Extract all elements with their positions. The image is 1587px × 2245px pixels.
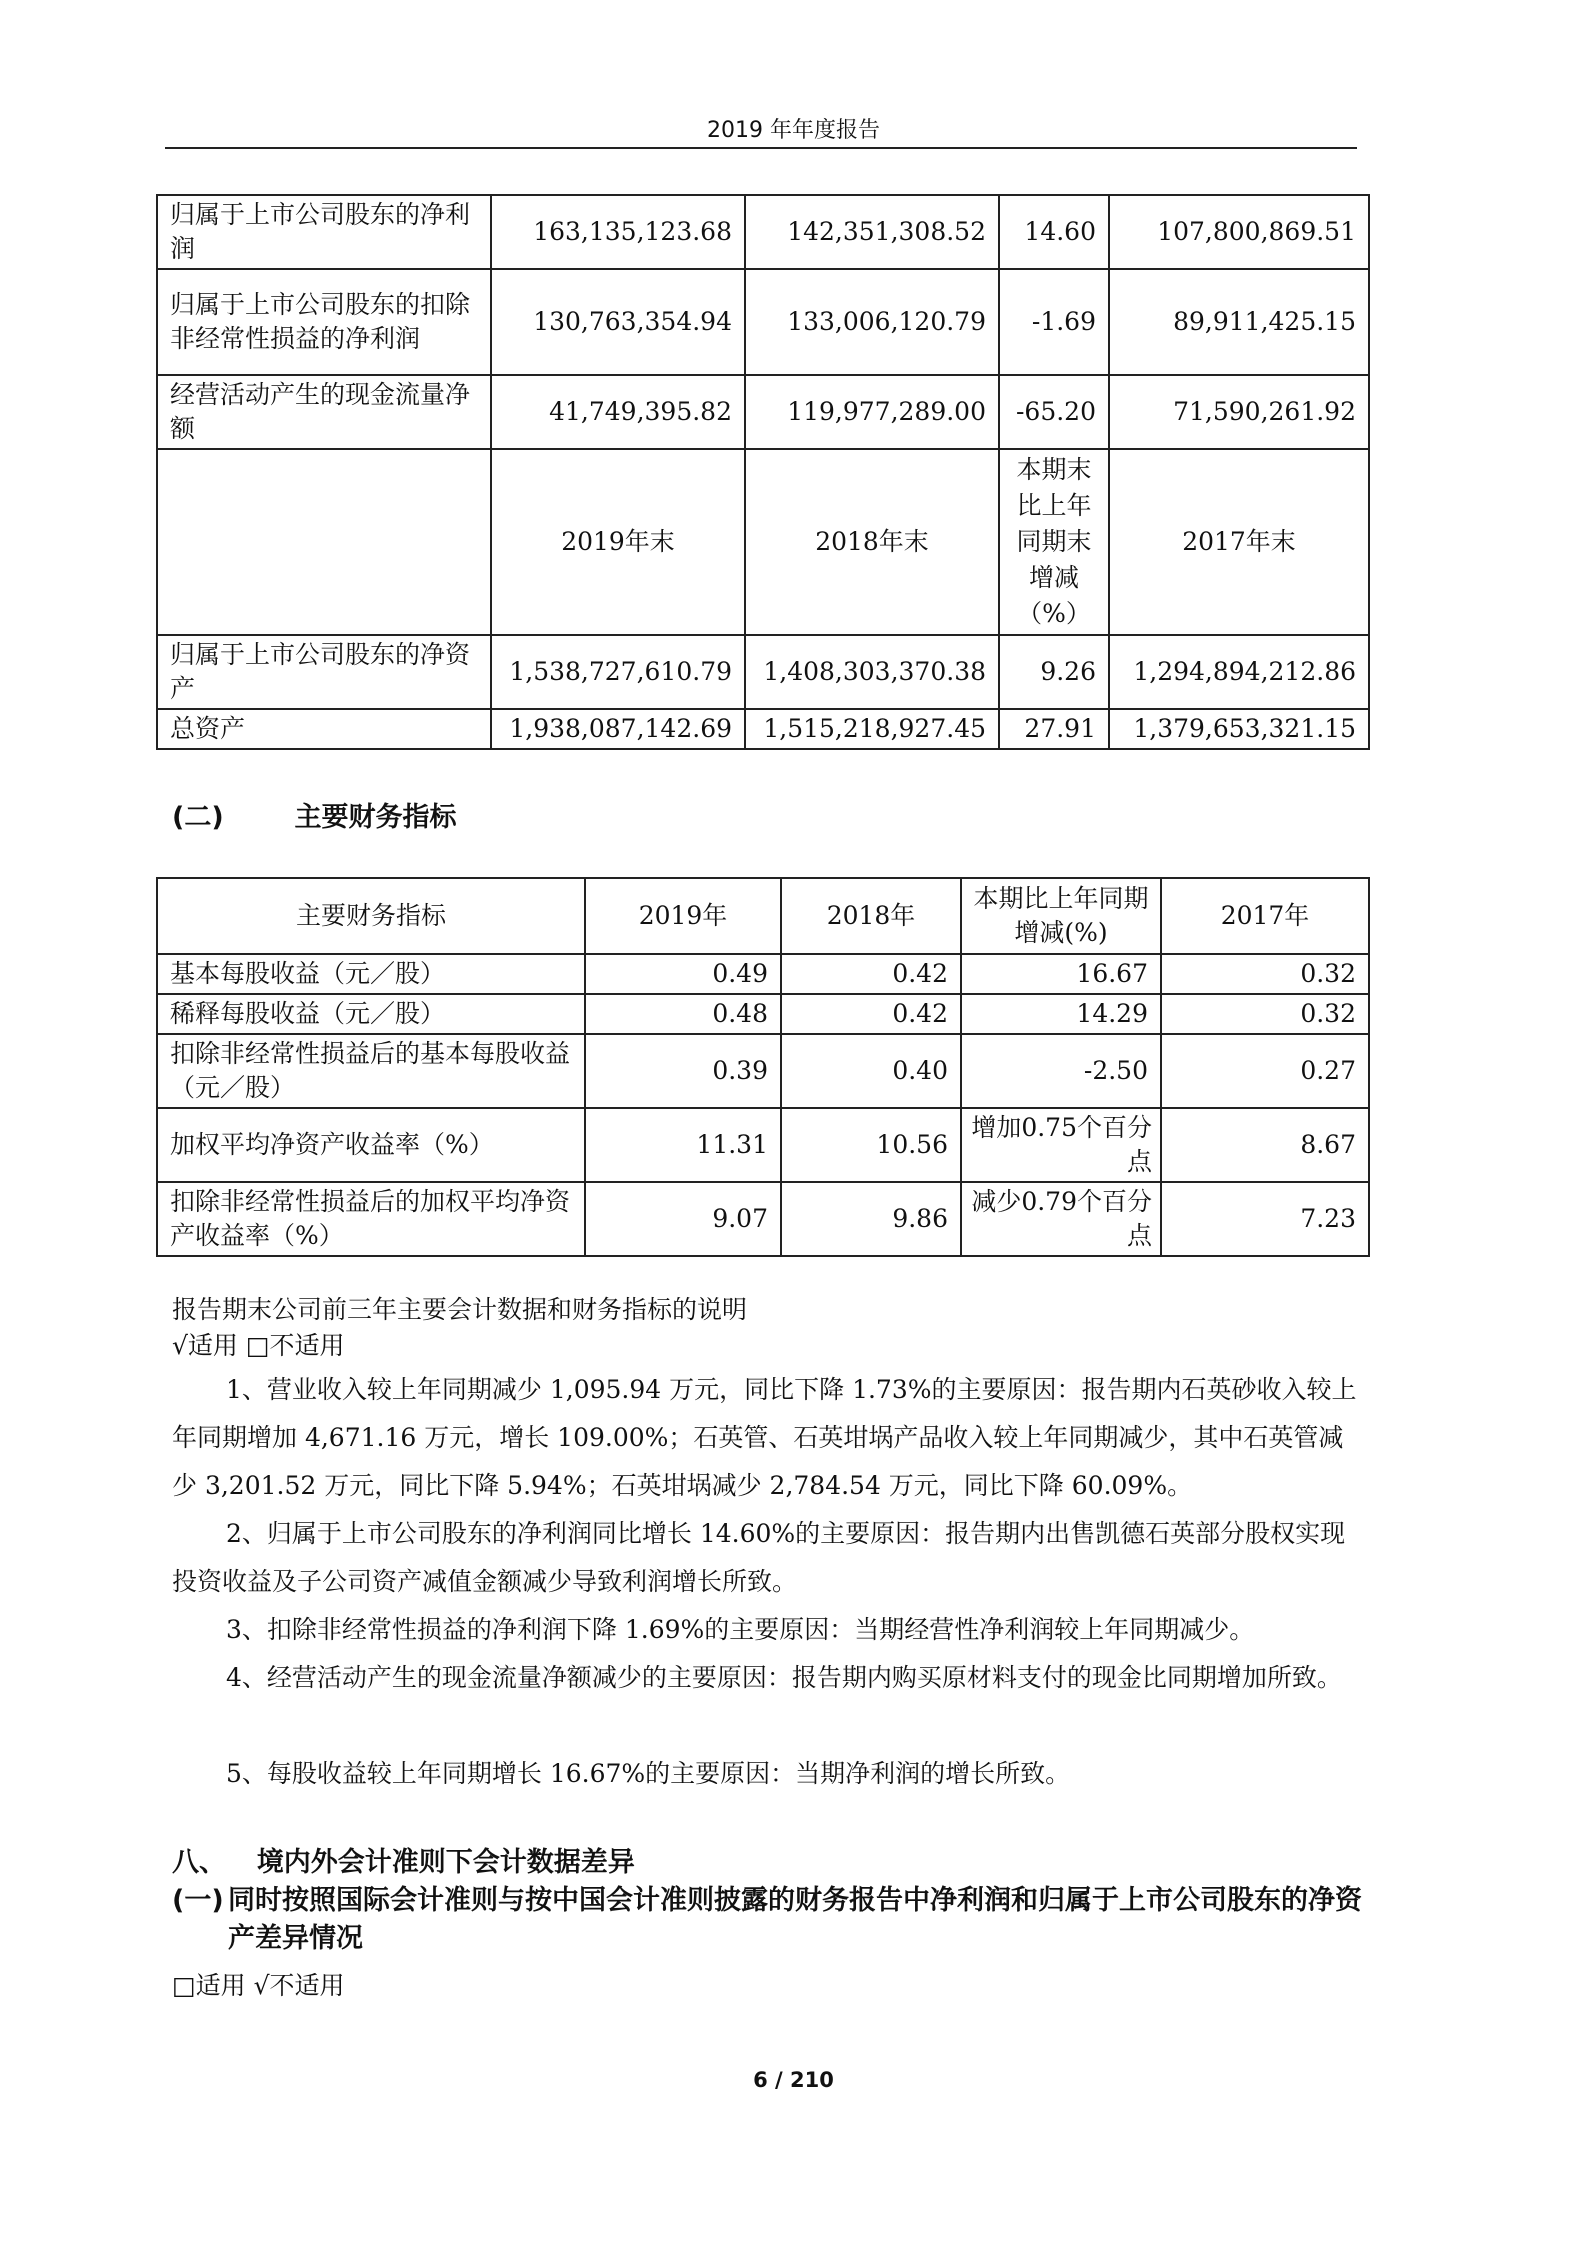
value-2018: 0.42 xyxy=(781,954,961,994)
page-header-title: 2019 年年度报告 xyxy=(707,118,880,143)
note-item-5: 5、每股收益较上年同期增长 16.67%的主要原因：当期净利润的增长所致。 xyxy=(226,1759,1071,1788)
table-row xyxy=(157,269,1369,375)
table-row xyxy=(157,1034,1369,1108)
table-row xyxy=(157,195,1369,269)
value-2019: 0.48 xyxy=(585,994,781,1034)
header-2019: 2019年 xyxy=(585,878,781,954)
value-2019: 1,938,087,142.69 xyxy=(491,709,745,749)
section-number: (二) xyxy=(172,802,224,833)
value-2018: 9.86 xyxy=(781,1182,961,1256)
accounting-data-table xyxy=(156,194,1370,750)
header-indicator: 主要财务指标 xyxy=(157,878,585,954)
row-label: 基本每股收益（元／股） xyxy=(157,954,585,994)
header-change: 本期末比上年同期末增减（%） xyxy=(999,449,1109,635)
table-row xyxy=(157,635,1369,709)
row-label: 归属于上市公司股东的扣除非经常性损益的净利润 xyxy=(157,269,491,375)
financial-indicators-table xyxy=(156,877,1370,1257)
header-2018-end: 2018年末 xyxy=(745,449,999,635)
table-row xyxy=(157,709,1369,749)
value-2018: 1,408,303,370.38 xyxy=(745,635,999,709)
table-row xyxy=(157,375,1369,449)
value-2017: 89,911,425.15 xyxy=(1109,269,1369,375)
value-change: 减少0.79个百分点 xyxy=(961,1182,1161,1256)
section-title: 主要财务指标 xyxy=(294,802,457,833)
row-label: 总资产 xyxy=(157,709,491,749)
value-2017: 7.23 xyxy=(1161,1182,1369,1256)
note-item-1: 1、营业收入较上年同期减少 1,095.94 万元，同比下降 1.73%的主要原因：报告期内石英砂收入较上年同期增加 4,671.16 万元，增长 109.00%；石英管、石英坩埚产品收入较上年同期减少，其中石英管减少 3,201.52 万元，同比下降 5.94%；石英坩埚减少 2,784.54 万元，同比下降 60.09%。 xyxy=(172,1375,1357,1500)
note-item-2: 2、归属于上市公司股东的净利润同比增长 14.60%的主要原因：报告期内出售凯德石英部分股权实现投资收益及子公司资产减值金额减少导致利润增长所致。 xyxy=(172,1519,1346,1596)
value-2018: 133,006,120.79 xyxy=(745,269,999,375)
value-2019: 11.31 xyxy=(585,1108,781,1182)
value-2018: 142,351,308.52 xyxy=(745,195,999,269)
value-2019: 9.07 xyxy=(585,1182,781,1256)
row-label: 归属于上市公司股东的净利润 xyxy=(157,195,491,269)
notes-intro: 报告期末公司前三年主要会计数据和财务指标的说明 xyxy=(172,1295,748,1324)
value-change: 14.60 xyxy=(999,195,1109,269)
table-row xyxy=(157,954,1369,994)
empty-header-cell xyxy=(157,449,491,635)
value-2017: 0.32 xyxy=(1161,994,1369,1034)
header-change: 本期比上年同期增减(%) xyxy=(961,878,1161,954)
row-label: 加权平均净资产收益率（%） xyxy=(157,1108,585,1182)
value-2018: 10.56 xyxy=(781,1108,961,1182)
row-label: 扣除非经常性损益后的基本每股收益（元／股） xyxy=(157,1034,585,1108)
notes-applicability: √适用 □不适用 xyxy=(172,1331,345,1360)
value-2017: 1,379,653,321.15 xyxy=(1109,709,1369,749)
header-divider xyxy=(165,147,1357,149)
row-label: 扣除非经常性损益后的加权平均净资产收益率（%） xyxy=(157,1182,585,1256)
value-change: 9.26 xyxy=(999,635,1109,709)
header-2017-end: 2017年末 xyxy=(1109,449,1369,635)
table-header-row xyxy=(157,878,1369,954)
row-label: 稀释每股收益（元／股） xyxy=(157,994,585,1034)
subsection-1-heading xyxy=(172,1882,1362,1958)
value-change: 增加0.75个百分点 xyxy=(961,1108,1161,1182)
value-2018: 0.40 xyxy=(781,1034,961,1108)
section-2-heading xyxy=(172,795,457,834)
note-item-3: 3、扣除非经常性损益的净利润下降 1.69%的主要原因：当期经营性净利润较上年同期减少。 xyxy=(226,1615,1255,1644)
value-2019: 1,538,727,610.79 xyxy=(491,635,745,709)
value-2019: 130,763,354.94 xyxy=(491,269,745,375)
value-2018: 119,977,289.00 xyxy=(745,375,999,449)
value-2017: 0.32 xyxy=(1161,954,1369,994)
value-change: -65.20 xyxy=(999,375,1109,449)
section-number: 八、 xyxy=(172,1847,226,1878)
value-2019: 0.39 xyxy=(585,1034,781,1108)
value-2017: 107,800,869.51 xyxy=(1109,195,1369,269)
value-change: -2.50 xyxy=(961,1034,1161,1108)
row-label: 经营活动产生的现金流量净额 xyxy=(157,375,491,449)
header-2018: 2018年 xyxy=(781,878,961,954)
value-2019: 0.49 xyxy=(585,954,781,994)
header-2017: 2017年 xyxy=(1161,878,1369,954)
table-row xyxy=(157,994,1369,1034)
header-2019-end: 2019年末 xyxy=(491,449,745,635)
subsection-title: 同时按照国际会计准则与按中国会计准则披露的财务报告中净利润和归属于上市公司股东的净资产差异情况 xyxy=(228,1885,1362,1954)
value-2019: 41,749,395.82 xyxy=(491,375,745,449)
value-2017: 0.27 xyxy=(1161,1034,1369,1108)
section-8-heading xyxy=(172,1840,635,1879)
value-2017: 1,294,894,212.86 xyxy=(1109,635,1369,709)
note-item-4: 4、经营活动产生的现金流量净额减少的主要原因：报告期内购买原材料支付的现金比同期增加所致。 xyxy=(226,1663,1342,1692)
value-2017: 8.67 xyxy=(1161,1108,1369,1182)
section-title: 境内外会计准则下会计数据差异 xyxy=(256,1847,635,1878)
value-2017: 71,590,261.92 xyxy=(1109,375,1369,449)
subsection-number: (一) xyxy=(172,1885,224,1916)
value-2018: 0.42 xyxy=(781,994,961,1034)
value-change: 14.29 xyxy=(961,994,1161,1034)
table-row xyxy=(157,1182,1369,1256)
value-change: 16.67 xyxy=(961,954,1161,994)
table-subheader-row xyxy=(157,449,1369,635)
value-change: -1.69 xyxy=(999,269,1109,375)
subsection-applicability: □适用 √不适用 xyxy=(172,1971,345,2000)
row-label: 归属于上市公司股东的净资产 xyxy=(157,635,491,709)
value-change: 27.91 xyxy=(999,709,1109,749)
table-row xyxy=(157,1108,1369,1182)
value-2019: 163,135,123.68 xyxy=(491,195,745,269)
value-2018: 1,515,218,927.45 xyxy=(745,709,999,749)
page-number: 6 / 210 xyxy=(753,2068,834,2092)
